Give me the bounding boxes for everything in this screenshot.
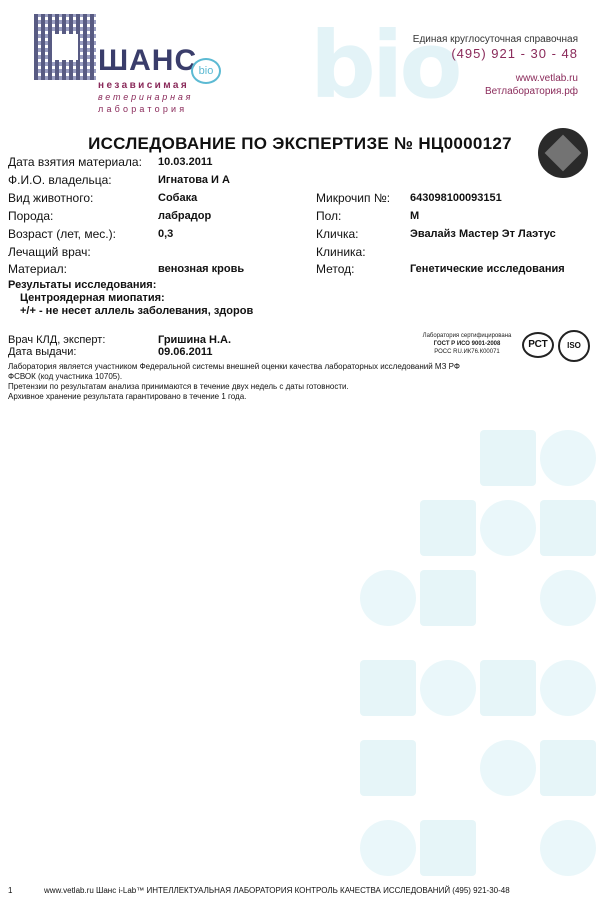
note-line: ФСВОК (код участника 10705). xyxy=(8,372,123,381)
background-pattern xyxy=(360,420,600,900)
field-value-species: Собака xyxy=(158,192,198,204)
field-label-age: Возраст (лет, мес.): xyxy=(8,227,116,241)
note-line: Лаборатория является участником Федеральной системы внешней оценки качества лабораторных исследований МЗ РФ xyxy=(8,362,460,371)
field-value-sex: М xyxy=(410,210,420,222)
results-test-name: Центроядерная миопатия: xyxy=(20,292,165,304)
logo-cross-icon xyxy=(52,34,78,60)
footer-text: www.vetlab.ru Шанс i-Lab™ ИНТЕЛЛЕКТУАЛЬНАЯ ЛАБОРАТОРИЯ КОНТРОЛЬ КАЧЕСТВА ИССЛЕДОВАНИЙ (495) 921-30-48 xyxy=(44,886,510,895)
field-label-nickname: Кличка: xyxy=(316,227,359,241)
website-link[interactable]: www.vetlab.ru xyxy=(515,73,578,84)
field-value-owner: Игнатова И А xyxy=(158,174,230,186)
results-value: +/+ - не несет аллель заболевания, здоров xyxy=(20,305,254,317)
cert-line-2: ГОСТ Р ИСО 9001-2008 xyxy=(433,341,501,347)
cert-line-1: Лаборатория сертифицирована xyxy=(422,333,512,339)
field-label-vet: Лечащий врач: xyxy=(8,245,91,259)
hotline-phone: (495) 921 - 30 - 48 xyxy=(451,46,578,61)
field-label-sample-date: Дата взятия материала: xyxy=(8,155,142,169)
pct-mark-icon: РСТ xyxy=(522,332,554,358)
note-line: Претензии по результатам анализа принимаются в течение двух недель с даты готовности. xyxy=(8,382,349,391)
issue-date-label: Дата выдачи: xyxy=(8,346,77,358)
logo-tagline-3: лаборатория xyxy=(98,104,188,114)
field-value-nickname: Эвалайз Мастер Эт Лаэтус xyxy=(410,228,556,240)
doctor-value: Гришина Н.А. xyxy=(158,334,232,346)
results-heading: Результаты исследования: xyxy=(8,279,157,291)
field-value-material: венозная кровь xyxy=(158,263,245,275)
website-link-rf[interactable]: Ветлаборатория.рф xyxy=(484,86,578,97)
certification-block xyxy=(412,332,522,356)
field-label-owner: Ф.И.О. владельца: xyxy=(8,173,112,187)
hotline-label: Единая круглосуточная справочная xyxy=(412,34,578,45)
field-value-breed: лабрадор xyxy=(158,210,212,222)
field-label-sex: Пол: xyxy=(316,209,342,223)
doctor-label: Врач КЛД, эксперт: xyxy=(8,334,106,346)
cert-line-3: РОСС RU.ИК76.К00071 xyxy=(434,349,500,355)
field-label-method: Метод: xyxy=(316,262,355,276)
field-label-microchip: Микрочип №: xyxy=(316,191,391,205)
issue-date-value: 09.06.2011 xyxy=(158,346,213,358)
iso-mark-icon: ISO xyxy=(558,330,590,362)
logo-name: ШАНС xyxy=(98,44,198,77)
logo-bio-mark: bio xyxy=(191,58,221,84)
field-label-species: Вид животного: xyxy=(8,191,94,205)
field-label-material: Материал: xyxy=(8,262,67,276)
logo-tagline-2: ветеринарная xyxy=(98,92,194,102)
field-label-breed: Порода: xyxy=(8,209,54,223)
page-number: 1 xyxy=(8,886,13,895)
field-value-age: 0,3 xyxy=(158,228,174,240)
background-watermark: bio xyxy=(310,12,459,119)
field-value-method: Генетические исследования xyxy=(410,263,565,275)
field-label-clinic: Клиника: xyxy=(316,245,366,259)
seal-emblem-icon xyxy=(545,135,582,172)
field-value-sample-date: 10.03.2011 xyxy=(158,156,213,168)
document-title: ИССЛЕДОВАНИЕ ПО ЭКСПЕРТИЗЕ № НЦ0000127 xyxy=(88,134,512,153)
note-line: Архивное хранение результата гарантировано в течение 1 года. xyxy=(8,392,247,401)
notes-block xyxy=(8,362,528,402)
field-value-microchip: 643098100093151 xyxy=(410,192,502,204)
hologram-seal xyxy=(538,128,588,178)
logo-tagline-1: независимая xyxy=(98,80,190,91)
contact-block xyxy=(413,34,578,97)
